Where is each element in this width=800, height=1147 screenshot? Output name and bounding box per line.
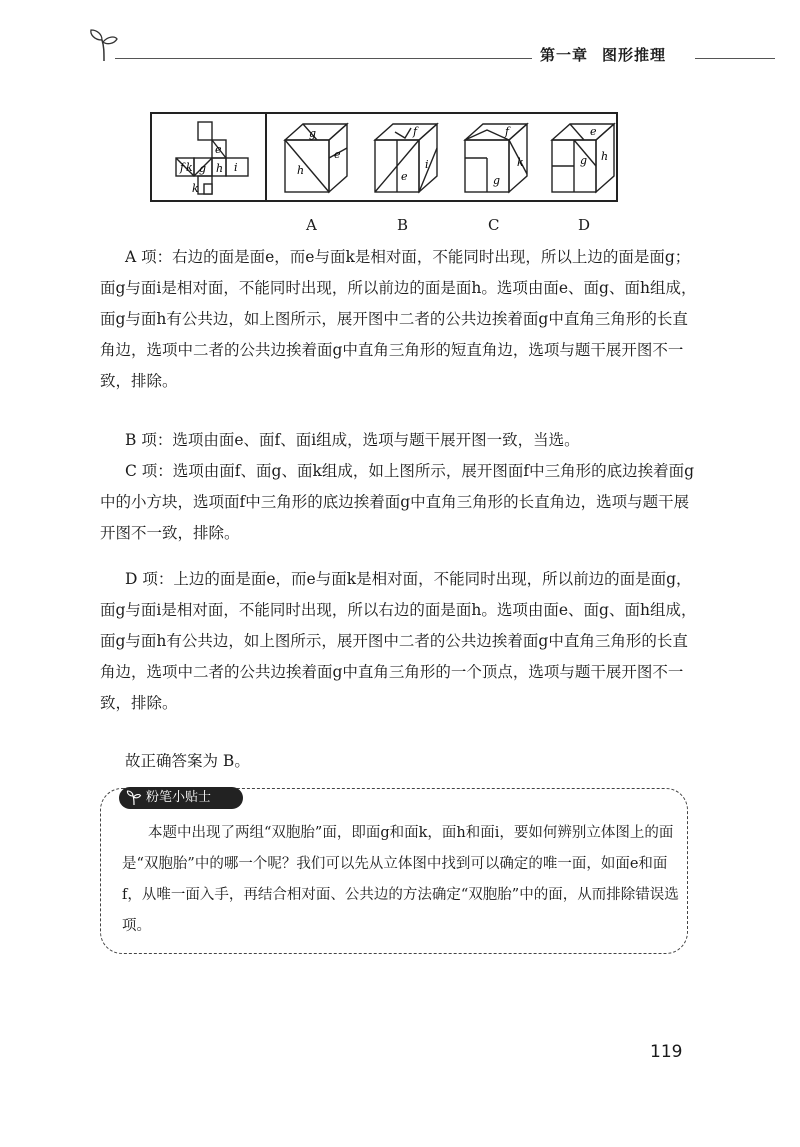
net-label-g: g [199,162,207,175]
cube-a-face-g: g [309,127,317,140]
cube-c-face-g: g [493,174,501,187]
chapter-heading [540,44,680,65]
sprout-icon [88,28,120,62]
cube-c-face-k: k [517,156,524,169]
sprout-icon [126,790,142,806]
paragraph-answer: 故正确答案为 B。 [125,752,250,770]
cube-b-face-i: i [425,158,429,171]
net-label-f: f [180,161,185,174]
net-label-h: h [216,162,224,175]
option-label-a: A [306,216,317,234]
cube-a-face-h: h [297,164,305,177]
cube-net-diagram [170,118,254,198]
cube-b-face-e: e [401,170,408,183]
cube-a-face-e: e [334,148,341,161]
chapter-title: 图形推理 [602,46,667,64]
cube-option-d [544,118,624,198]
paragraph-option-a: A 项：右边的面是面e，而e与面k是相对面，不能同时出现，所以上边的面是面g；面g与面i是相对面，不能同时出现，所以前边的面是面h。选项由面e、面g、面h组成，面g与面h有公共边，如上图所示，展开图中二者的公共边挨着面g中直角三角形的长直角边，选项中二者的公共边挨着面g中直角三角形的短直角边，选项与题干展开图不一致，排除。 [100,248,697,390]
net-label-i: i [234,161,238,174]
paragraph-option-c: C 项：选项由面f、面g、面k组成，如上图所示，展开图面f中三角形的底边挨着面g中的小方块，选项面f中三角形的底边挨着面g中直角三角形的长直角边，选项与题干展开图不一致，排除。 [100,462,694,542]
cube-figure [150,112,618,202]
cube-option-a [277,118,357,198]
cube-d-face-e: e [590,125,597,138]
figure-divider [265,114,267,200]
header-rule-right [695,58,775,59]
cube-d-face-h: h [601,150,609,163]
cube-b-face-f: f [413,125,418,138]
cube-option-b [367,118,447,198]
net-label-k-bottom: k [192,182,199,195]
page-number: 119 [650,1042,683,1062]
paragraph-option-d: D 项：上边的面是面e，而e与面k是相对面，不能同时出现，所以前边的面是面g，面g与面i是相对面，不能同时出现，所以右边的面是面h。选项由面e、面g、面h组成，面g与面h有公共边，如上图所示，展开图中二者的公共边挨着面g中直角三角形的长直角边，选项中二者的公共边挨着面g中直角三角形的一个顶点，选项与题干展开图不一致，排除。 [100,570,697,712]
page-header [0,0,800,80]
tip-text: 本题中出现了两组“双胞胎”面，即面g和面k，面h和面i，要如何辨别立体图上的面是“双胞胎”中的哪一个呢？我们可以先从立体图中找到可以确定的唯一面，如面e和面f，从唯一面入手，再结合相对面、公共边的方法确定“双胞胎”中的面，从而排除错误选项。 [122,825,679,934]
paragraph-option-b: B 项：选项由面e、面f、面i组成，选项与题干展开图一致，当选。 [125,431,580,449]
option-label-d: D [578,216,591,234]
cube-c-face-f: f [505,125,510,138]
header-rule-left [115,58,532,59]
tip-badge-label: 粉笔小贴士 [146,790,212,805]
chapter-number: 第一章 [540,46,589,64]
net-label-k: k [186,161,193,174]
cube-d-face-g: g [580,154,588,167]
cube-option-c [457,118,537,198]
option-label-c: C [488,216,500,234]
net-label-e: e [215,143,222,156]
tip-badge [119,787,243,809]
option-label-b: B [397,216,409,234]
